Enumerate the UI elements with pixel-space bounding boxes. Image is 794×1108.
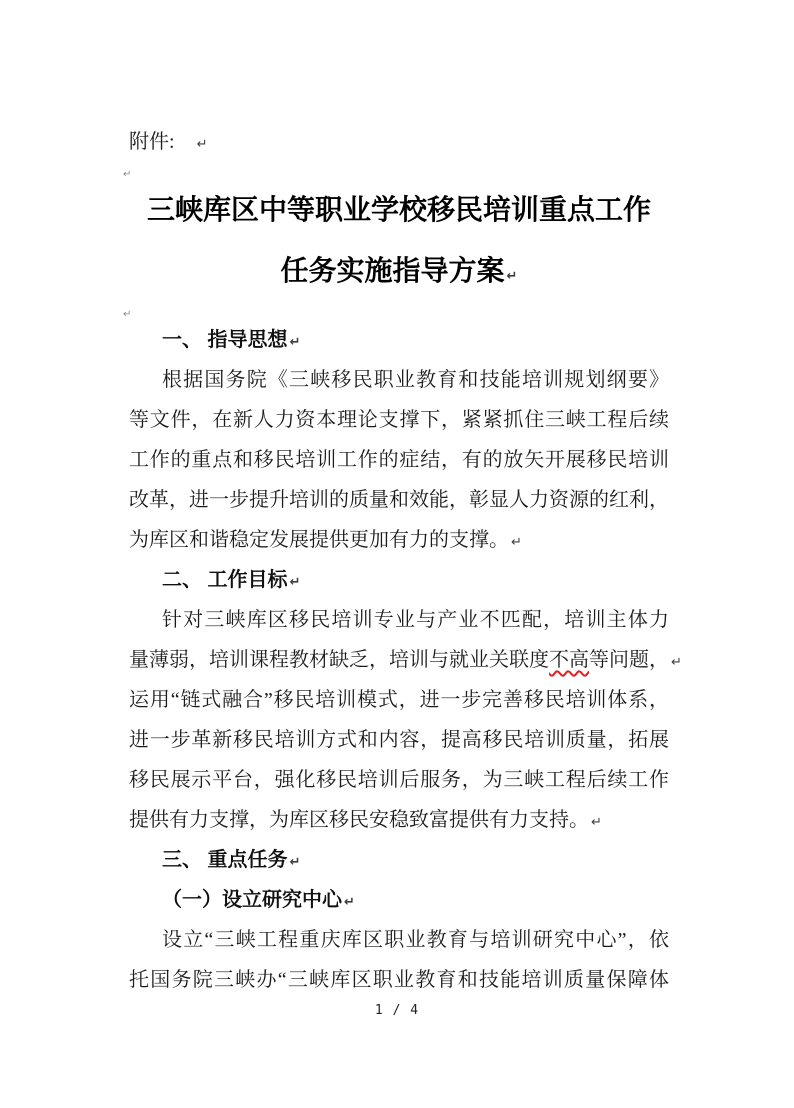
line-text: 等问题， — [589, 649, 669, 671]
body-line — [129, 400, 669, 440]
line-text: 三峡库区中等职业学校移民培训重点工作 — [146, 195, 651, 226]
line-text: 托国务院三峡办“三峡库区职业教育和技能培训质量保障体 — [129, 969, 669, 991]
paragraph-mark-icon: ↵ — [289, 855, 301, 870]
body-line — [129, 600, 669, 640]
spellcheck-flagged-text: 不高 — [549, 649, 589, 671]
empty-paragraph-line — [123, 162, 669, 180]
body-line — [129, 680, 669, 720]
attachment-line — [129, 122, 669, 162]
line-text: 任务实施指导方案 — [280, 256, 505, 287]
body-line — [129, 960, 669, 1000]
paragraph-mark-icon: ↵ — [123, 309, 132, 320]
body-line — [129, 520, 669, 560]
paragraph-mark-icon: ↵ — [289, 575, 301, 590]
section-heading — [129, 560, 669, 600]
line-text: 三、 重点任务 — [162, 849, 288, 871]
paragraph-mark-icon: ↵ — [591, 815, 602, 830]
paragraph-mark-icon: ↵ — [511, 535, 522, 550]
section-heading — [129, 840, 669, 880]
line-text: 等文件，在新人力资本理论支撑下，紧紧抓住三峡工程后续 — [129, 409, 669, 431]
page-number-indicator: 1 / 4 — [374, 1003, 420, 1018]
line-text: 设立“三峡工程重庆库区职业教育与培训研究中心”，依 — [162, 929, 669, 951]
line-text: 工作的重点和移民培训工作的症结，有的放矢开展移民培训 — [129, 449, 669, 471]
line-text: 量薄弱，培训课程教材缺乏，培训与就业关联度 — [129, 649, 549, 671]
paragraph-mark-icon: ↵ — [123, 169, 132, 180]
body-line — [129, 360, 669, 400]
line-text: 为库区和谐稳定发展提供更加有力的支撑。 — [129, 529, 509, 551]
line-text: 一、 指导思想 — [162, 329, 288, 351]
paragraph-mark-icon: ↵ — [506, 269, 518, 284]
line-text: 附件: — [129, 131, 175, 153]
body-line — [129, 440, 669, 480]
empty-paragraph-line — [123, 302, 669, 320]
line-text: （一）设立研究中心 — [162, 889, 342, 911]
line-text: 运用“链式融合”移民培训模式，进一步完善移民培训体系， — [129, 689, 669, 711]
body-line — [129, 480, 669, 520]
body-line — [129, 920, 669, 960]
document-title-line — [129, 180, 669, 241]
page-footer — [0, 1003, 794, 1018]
line-text: 进一步革新移民培训方式和内容，提高移民培训质量，拓展 — [129, 729, 669, 751]
subsection-heading — [129, 880, 669, 920]
paragraph-mark-icon: ↵ — [196, 137, 208, 152]
line-text: 根据国务院《三峡移民职业教育和技能培训规划纲要》 — [162, 369, 669, 391]
section-heading — [129, 320, 669, 360]
body-line — [129, 720, 669, 760]
line-text: 针对三峡库区移民培训专业与产业不匹配，培训主体力 — [162, 609, 669, 631]
document-title-line — [129, 241, 669, 302]
body-line — [129, 800, 669, 840]
line-text: 二、 工作目标 — [162, 569, 288, 591]
line-text: 改革，进一步提升培训的质量和效能，彰显人力资源的红利， — [129, 489, 669, 511]
paragraph-mark-icon: ↵ — [289, 335, 301, 350]
body-line — [129, 640, 682, 680]
line-text: 移民展示平台，强化移民培训后服务，为三峡工程后续工作 — [129, 769, 669, 791]
body-line — [129, 760, 669, 800]
paragraph-mark-icon: ↵ — [344, 895, 355, 910]
line-text: 提供有力支撑，为库区移民安稳致富提供有力支持。 — [129, 809, 589, 831]
document-content — [123, 122, 682, 1000]
paragraph-mark-icon: ↵ — [671, 655, 682, 670]
